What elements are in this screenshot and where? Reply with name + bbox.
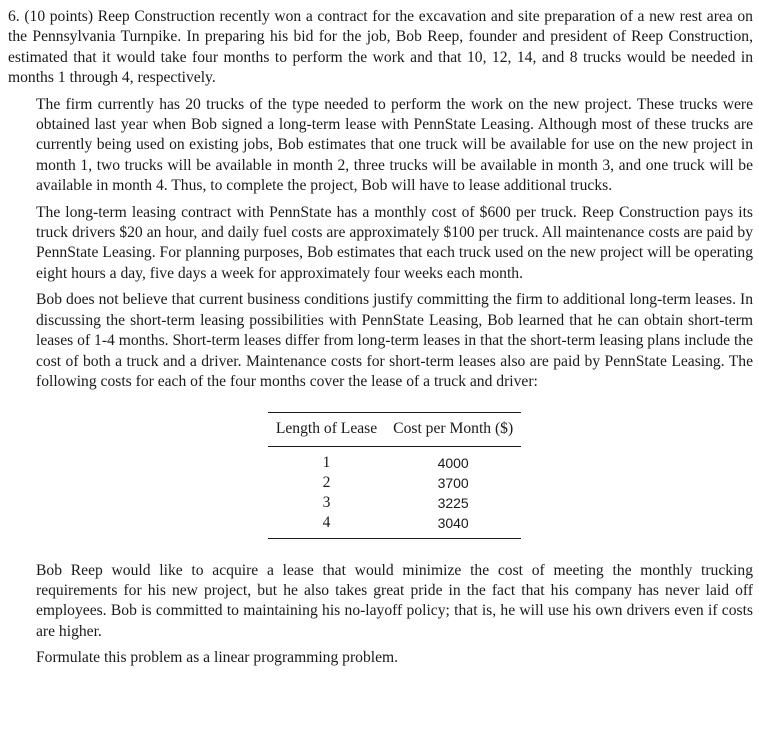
paragraph-text: Reep Construction recently won a contract for the excavation and site preparation of a new rest area on the Pennsylvania Turnpike. In preparing his bid for the job, Bob Reep, founder and president of Reep Construction, estimated that it would take four months to perform the work and that 10, 12, 14, and 8 trucks would be needed in months 1 through 4, respectively. (8, 8, 753, 87)
problem-document (8, 7, 753, 669)
lease-length-cell: 2 (322, 473, 331, 491)
lease-length-cell: 4 (268, 513, 385, 538)
lease-cost-table (268, 412, 521, 538)
table-header-row (268, 413, 521, 446)
lease-length-cell: 1 (322, 453, 331, 471)
lease-length-cell: 3 (322, 494, 331, 512)
paragraph-no-layoff-policy: Bob Reep would like to acquire a lease that would minimize the cost of meeting the monthly trucking requirements for his new project, but he also takes great pride in the fact that his company has never laid off employees. Bob is committed to maintaining his no-layoff policy; that is, he will use his own drivers even if costs are higher. (36, 561, 753, 640)
lease-cost-cell: 3700 (437, 474, 469, 491)
lease-cost-cell: 3040 (385, 513, 521, 538)
table-row (268, 513, 521, 538)
lease-table-container (8, 412, 753, 538)
paragraph-long-term-costs: The long-term leasing contract with PennState has a monthly cost of $600 per truck. Reep Construction pays its truck drivers $20 an hour, and daily fuel costs are approximately $100 per truck. All maintenance costs are paid by PennState Leasing. For planning purposes, Bob estimates that each truck used on the new project will be operating eight hours a day, five days a week for approximately four weeks each month. (36, 203, 753, 282)
header-length-of-lease: Length of Lease (268, 413, 385, 446)
header-cost-per-month: Cost per Month ($) (385, 413, 521, 446)
problem-intro-paragraph (8, 7, 753, 89)
paragraph-short-term-leases: Bob does not believe that current business conditions justify committing the firm to additional long-term leases. In discussing the short-term leasing possibilities with PennState Leasing, Bob learned that he can obtain short-term leases of 1-4 months. Short-term leases differ from long-term leases in that the short-term leasing plans include the cost of both a truck and a driver. Maintenance costs for short-term leases also are paid by PennState Leasing. The following costs for each of the four months cover the lease of a truck and driver: (36, 291, 753, 390)
lease-cost-cell: 3225 (437, 495, 469, 512)
paragraph-truck-availability: The firm currently has 20 trucks of the type needed to perform the work on the new project. These trucks were obtained last year when Bob signed a long-term lease with PennState Leasing. Although most of these trucks are currently being used on existing jobs, Bob estimates that one truck will be available for use on the new project in month 1, two trucks will be available in month 2, three trucks will be available in month 3, and one truck will be available in month 4. Thus, to complete the project, Bob will have to lease additional trucks. (36, 95, 753, 195)
paragraph-task-instruction: Formulate this problem as a linear programming problem. (36, 649, 399, 667)
table-row (268, 493, 521, 513)
problem-number: 6. (8, 8, 20, 25)
problem-points: (10 points) (24, 8, 94, 25)
table-row (268, 446, 521, 473)
table-row (268, 473, 521, 493)
lease-cost-cell: 4000 (437, 454, 469, 471)
